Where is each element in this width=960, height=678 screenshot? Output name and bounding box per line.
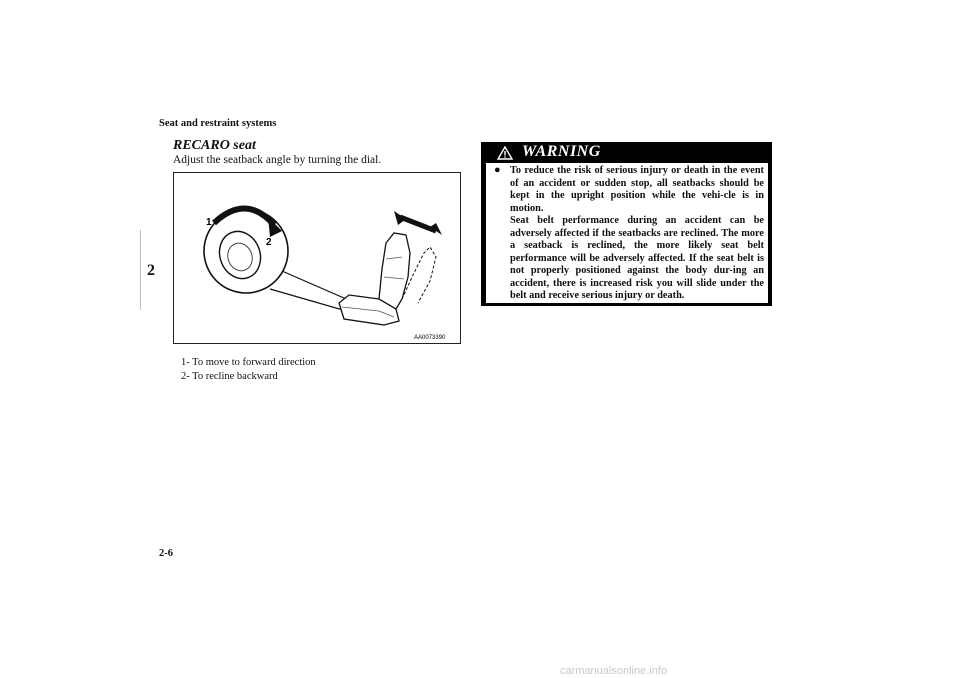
callout-2: 2 <box>266 237 272 248</box>
chapter-number: 2 <box>147 262 155 279</box>
seat-illustration <box>174 173 462 345</box>
caption-2: 2- To recline backward <box>181 370 278 382</box>
page-number: 2-6 <box>159 548 173 559</box>
watermark: carmanualsonline.info <box>560 665 668 677</box>
section-heading: RECARO seat <box>173 138 256 153</box>
warning-body <box>486 163 768 303</box>
caption-1: 1- To move to forward direction <box>181 357 316 368</box>
warning-box <box>481 142 772 306</box>
warning-triangle-icon <box>497 146 513 160</box>
figure-code: AA0073390 <box>414 335 446 341</box>
warning-text: To reduce the risk of serious injury or death in the event of an accident or sudden stop, all seatbacks should be kept in the upright position while the vehi-cle is in motion. <box>510 165 764 214</box>
page-header: Seat and restraint systems <box>159 118 277 129</box>
warning-text-2: Seat belt performance during an accident can be adversely affected if the seatbacks are reclined. The more a seatback is reclined, the more likely seat belt performance will be adversely affected. If the seat belt is not properly positioned against the body dur-ing an accident, there is increased risk you will slide under the belt and receive serious injury or death. <box>510 215 764 301</box>
warning-title-bar <box>482 143 771 162</box>
callout-1: 1 <box>206 217 212 228</box>
seat-dial-figure <box>173 172 461 344</box>
figure-captions <box>181 356 316 383</box>
warning-bullet-icon: ● <box>494 164 501 176</box>
chapter-divider <box>140 230 141 310</box>
seatback <box>379 233 410 309</box>
warning-label: WARNING <box>522 143 601 160</box>
intro-text: Adjust the seatback angle by turning the dial. <box>173 154 382 166</box>
